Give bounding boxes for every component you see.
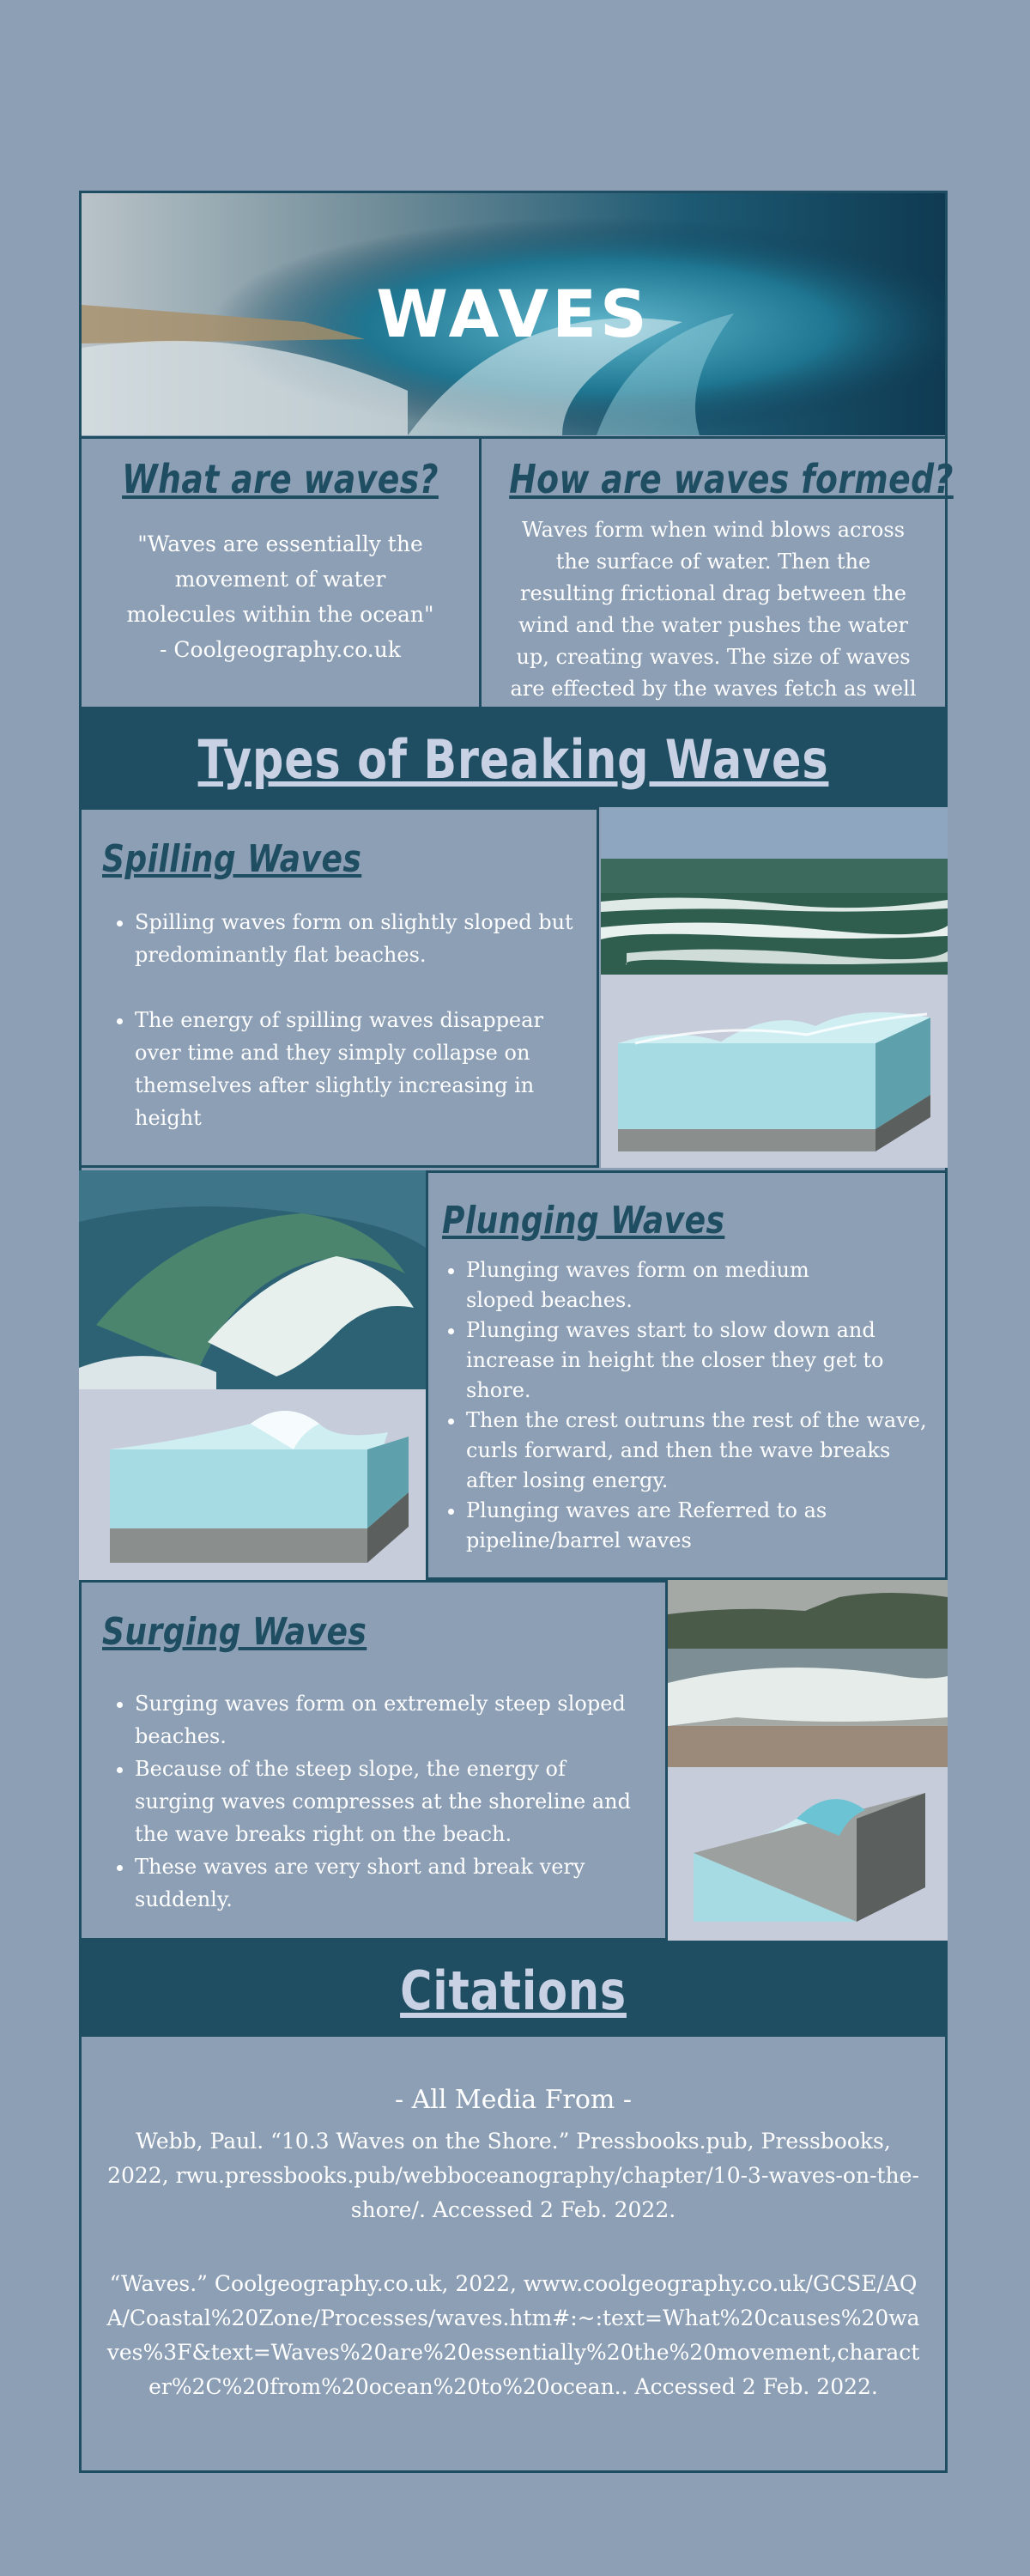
surging-waves-panel xyxy=(79,1580,668,1941)
list-item: • The energy of spilling waves disappear over time and they simply collapse on themselves after slightly increasing in height xyxy=(135,1004,579,1134)
media-source-header: - All Media From - xyxy=(394,2085,633,2115)
spilling-waves-panel xyxy=(79,807,599,1168)
surging-waves-photo xyxy=(668,1580,948,1767)
what-are-waves-text: "Waves are essentially the movement of water molecules within the ocean" - Coolgeography.co.uk xyxy=(126,532,434,662)
list-item: • Plunging waves form on medium sloped beaches. xyxy=(466,1255,931,1315)
list-item: • Plunging waves start to slow down and increase in height the closer they get to shore. xyxy=(466,1315,931,1406)
surging-waves-title: Surging Waves xyxy=(102,1610,367,1654)
list-item: • Because of the steep slope, the energy of surging waves compresses at the shoreline and the wave breaks right on the beach. xyxy=(135,1753,645,1850)
spilling-waves-title: Spilling Waves xyxy=(102,837,362,881)
spilling-waves-diagram xyxy=(601,975,948,1168)
plunging-waves-panel xyxy=(426,1170,948,1580)
citations-band xyxy=(79,1941,948,2037)
citation-entry: “Waves.” Coolgeography.co.uk, 2022, www.coolgeography.co.uk/GCSE/AQA/Coastal%20Zone/Processes/waves.htm#:~:text=What%20causes%20waves%3F&text=Waves%20are%20essentially%20the%20movement,character%2C%20from%20ocean%20to%20ocean.. Accessed 2 Feb. 2022. xyxy=(106,2271,920,2399)
plunging-waves-photo xyxy=(79,1170,426,1389)
types-title: Types of Breaking Waves xyxy=(197,728,829,791)
citations-panel xyxy=(79,2037,948,2473)
citation-entry: Webb, Paul. “10.3 Waves on the Shore.” Pressbooks.pub, Pressbooks, 2022, rwu.pressbooks.pub/webboceanography/chapter/10-3-waves-on-the-shore/. Accessed 2 Feb. 2022. xyxy=(107,2129,919,2222)
how-waves-formed-panel xyxy=(479,436,954,709)
how-waves-formed-title: How are waves formed? xyxy=(509,456,954,502)
spilling-waves-photo xyxy=(601,807,948,975)
plunging-waves-title: Plunging Waves xyxy=(442,1199,725,1242)
what-are-waves-panel xyxy=(79,436,482,709)
what-are-waves-title: What are waves? xyxy=(122,456,439,502)
list-item: • Then the crest outruns the rest of the wave, curls forward, and then the wave breaks after losing energy. xyxy=(466,1406,931,1496)
list-item: • Plunging waves are Referred to as pipeline/barrel waves xyxy=(466,1496,931,1556)
surging-waves-diagram xyxy=(668,1767,948,1941)
plunging-waves-list xyxy=(418,1255,931,1556)
list-item: • Spilling waves form on slightly sloped but predominantly flat beaches. xyxy=(135,906,579,971)
surging-waves-list xyxy=(87,1687,645,1916)
how-waves-formed-text: Waves form when wind blows across the surface of water. Then the resulting frictional drag between the wind and the water pushes the water up, creating waves. The size of waves are effected by the waves fetch as well xyxy=(510,518,917,701)
plunging-waves-diagram xyxy=(79,1389,426,1580)
hero-banner xyxy=(82,193,945,435)
list-item: • Surging waves form on extremely steep sloped beaches. xyxy=(135,1687,645,1753)
citations-title: Citations xyxy=(400,1959,627,2022)
types-band xyxy=(79,709,948,807)
spilling-waves-list xyxy=(87,906,579,1134)
list-item: • These waves are very short and break very suddenly. xyxy=(135,1850,645,1916)
hero-title: WAVES xyxy=(376,276,651,352)
